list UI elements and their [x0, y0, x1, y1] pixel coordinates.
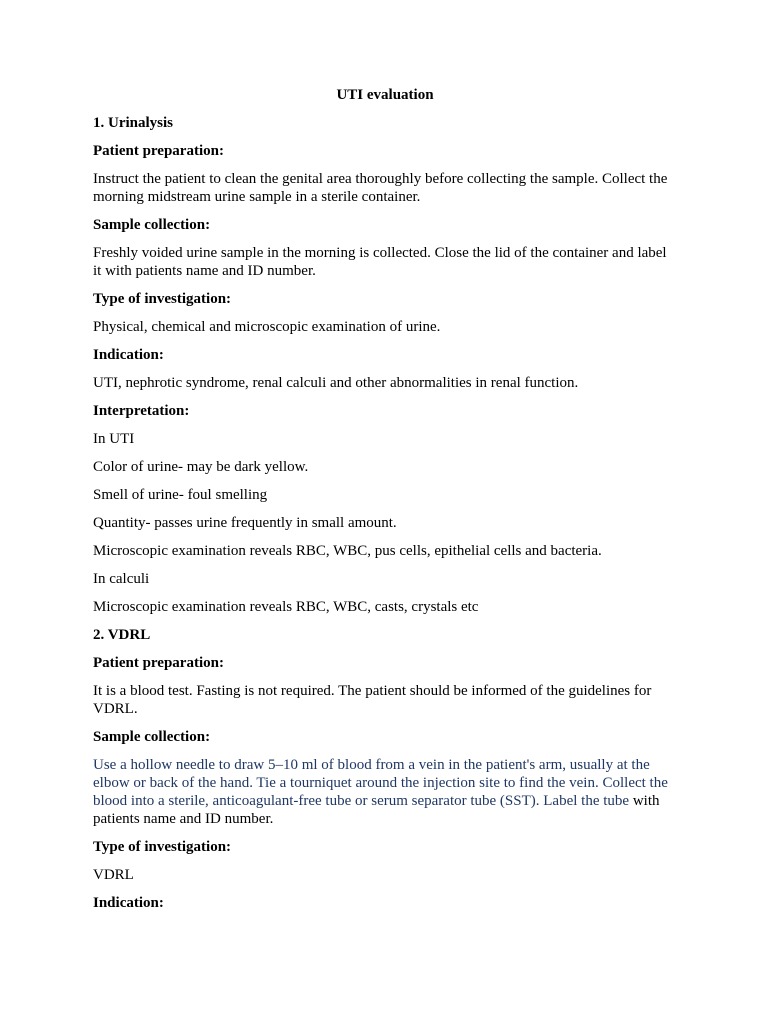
text-patient-preparation: It is a blood test. Fasting is not required. The patient should be informed of the guidelines for VDRL.: [93, 683, 652, 717]
text-indication: UTI, nephrotic syndrome, renal calculi and other abnormalities in renal function.: [93, 375, 579, 391]
label-patient-preparation: Patient preparation:: [93, 655, 224, 671]
interpretation-line: Microscopic examination reveals RBC, WBC, pus cells, epithelial cells and bacteria.: [93, 543, 602, 559]
text-type-of-investigation: VDRL: [93, 867, 134, 883]
label-indication: Indication:: [93, 895, 164, 911]
interpretation-line: Quantity- passes urine frequently in small amount.: [93, 515, 397, 531]
interpretation-line: Color of urine- may be dark yellow.: [93, 459, 309, 475]
label-patient-preparation: Patient preparation:: [93, 143, 224, 159]
label-sample-collection: Sample collection:: [93, 729, 211, 745]
section-heading-vdrl: 2. VDRL: [93, 627, 151, 643]
label-sample-collection: Sample collection:: [93, 217, 211, 233]
document-title: UTI evaluation: [336, 87, 434, 103]
interpretation-line: In calculi: [93, 571, 150, 587]
label-indication: Indication:: [93, 347, 164, 363]
label-type-of-investigation: Type of investigation:: [93, 291, 232, 307]
document-page: [93, 86, 677, 922]
interpretation-line: Smell of urine- foul smelling: [93, 487, 268, 503]
text-patient-preparation: Instruct the patient to clean the genital area thoroughly before collecting the sample. Collect the morning midstream urine sample in a sterile container.: [93, 171, 668, 205]
section-heading-urinalysis: 1. Urinalysis: [93, 115, 174, 131]
text-sample-collection: [93, 756, 677, 828]
interpretation-line: Microscopic examination reveals RBC, WBC, casts, crystals etc: [93, 599, 479, 615]
sample-collection-plain-text: with patients name and ID number.: [93, 793, 660, 827]
label-interpretation: Interpretation:: [93, 403, 190, 419]
text-sample-collection: Freshly voided urine sample in the morning is collected. Close the lid of the container and label it with patients name and ID number.: [93, 245, 667, 279]
sample-collection-highlighted-text: Use a hollow needle to draw 5–10 ml of blood from a vein in the patient's arm, usually at the elbow or back of the hand. Tie a tourniquet around the injection site to find the vein. Collect the blood into a sterile, anticoagulant-free tube or serum separator tube (SST). Label the tube: [93, 757, 668, 809]
text-type-of-investigation: Physical, chemical and microscopic examination of urine.: [93, 319, 441, 335]
interpretation-line: In UTI: [93, 431, 135, 447]
label-type-of-investigation: Type of investigation:: [93, 839, 232, 855]
